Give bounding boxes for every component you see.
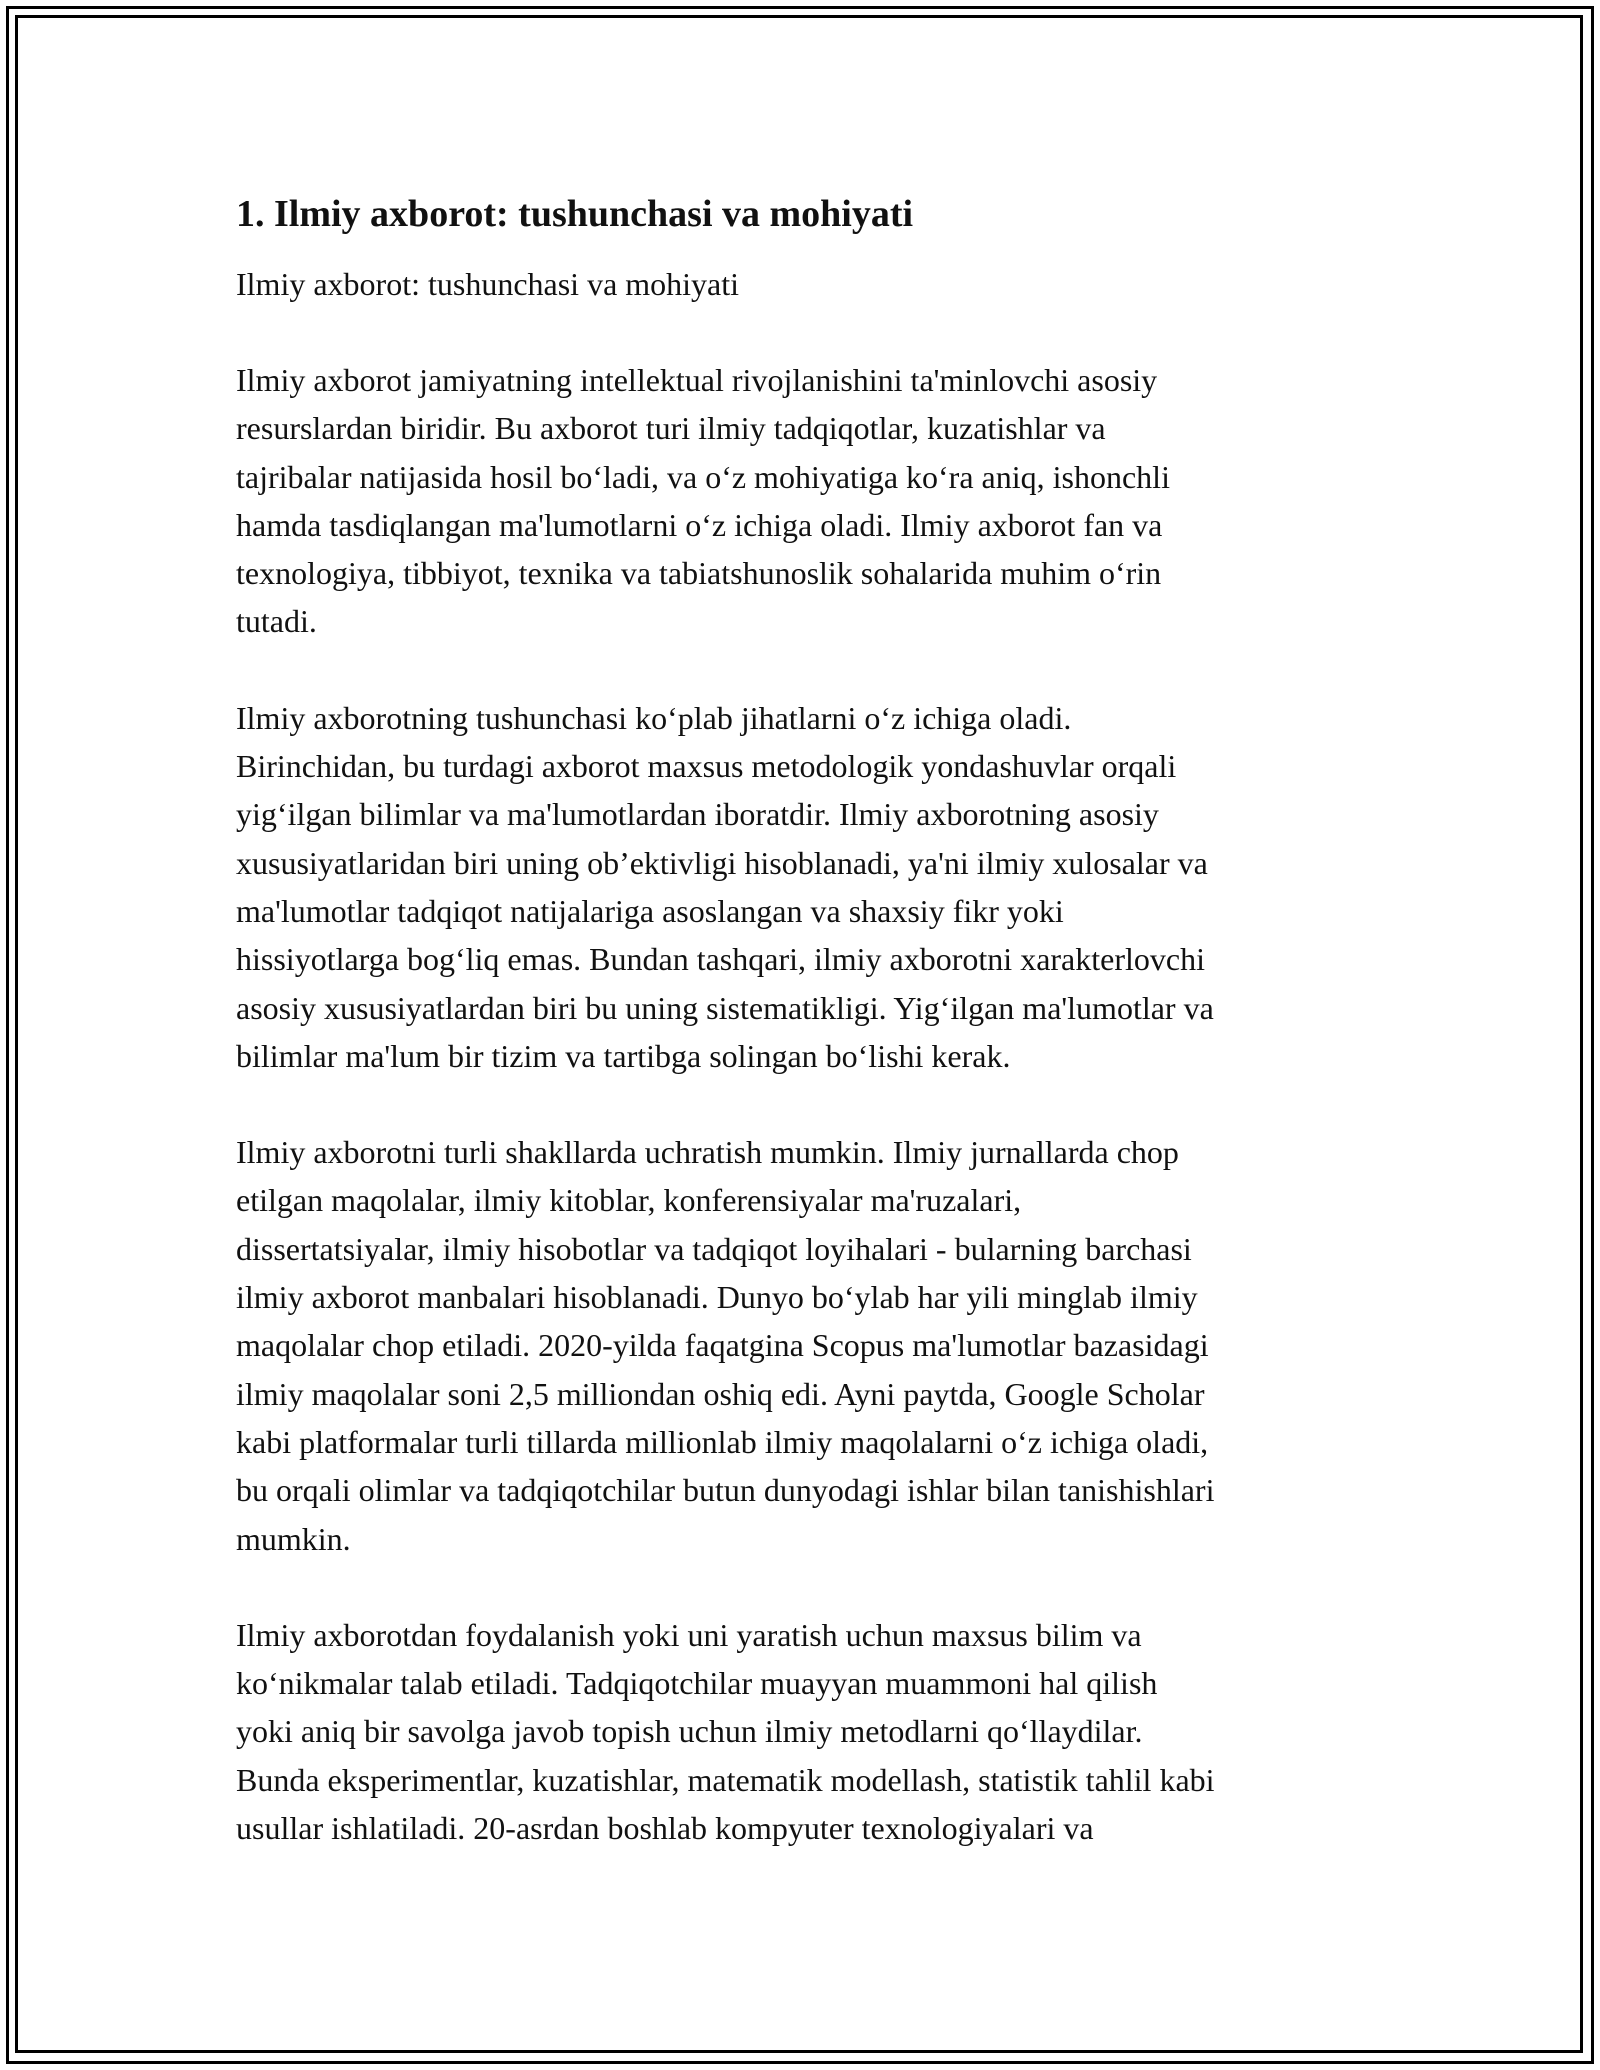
- section-heading: 1. Ilmiy axborot: tushunchasi va mohiyati: [236, 193, 914, 235]
- paragraph-3: [236, 1128, 1376, 1563]
- text-line: kabi platformalar turli tillarda millionlab ilmiy maqolalarni o‘z ichiga oladi,: [236, 1423, 1209, 1460]
- paragraph-2: [236, 694, 1376, 1080]
- text-line: yoki aniq bir savolga javob topish uchun ilmiy metodlarni qo‘llaydilar.: [236, 1713, 1143, 1750]
- text-line: hissiyotlarga bog‘liq emas. Bundan tashqari, ilmiy axborotni xarakterlovchi: [236, 941, 1205, 978]
- text-line: ilmiy maqolalar soni 2,5 milliondan oshiq edi. Ayni paytda, Google Scholar: [236, 1375, 1205, 1412]
- text-line: bilimlar ma'lum bir tizim va tartibga solingan bo‘lishi kerak.: [236, 1037, 1011, 1074]
- text-line: Ilmiy axborotni turli shakllarda uchratish mumkin. Ilmiy jurnallarda chop: [236, 1134, 1179, 1171]
- text-line: xususiyatlaridan biri uning ob’ektivligi hisoblanadi, ya'ni ilmiy xulosalar va: [236, 844, 1208, 881]
- section-subtitle: Ilmiy axborot: tushunchasi va mohiyati: [236, 266, 740, 302]
- text-line: Ilmiy axborot jamiyatning intellektual rivojlanishini ta'minlovchi asosiy: [236, 362, 1158, 398]
- text-line: tajribalar natijasida hosil bo‘ladi, va o‘z mohiyatiga ko‘ra aniq, ishonchli: [236, 458, 1170, 495]
- text-line: mumkin.: [236, 1520, 351, 1557]
- text-line: resurslardan biridir. Bu axborot turi ilmiy tadqiqotlar, kuzatishlar va: [236, 410, 1106, 447]
- text-line: etilgan maqolalar, ilmiy kitoblar, konferensiyalar ma'ruzalari,: [236, 1182, 1022, 1219]
- text-line: ilmiy axborot manbalari hisoblanadi. Dunyo bo‘ylab har yili minglab ilmiy: [236, 1279, 1198, 1316]
- text-line: hamda tasdiqlangan ma'lumotlarni o‘z ichiga oladi. Ilmiy axborot fan va: [236, 506, 1163, 543]
- text-line: Ilmiy axborotning tushunchasi ko‘plab jihatlarni o‘z ichiga oladi.: [236, 699, 1072, 736]
- paragraph-4: [236, 1611, 1376, 1852]
- text-line: yig‘ilgan bilimlar va ma'lumotlardan iboratdir. Ilmiy axborotning asosiy: [236, 796, 1159, 833]
- paragraph-1: [236, 356, 1376, 646]
- text-line: ko‘nikmalar talab etiladi. Tadqiqotchilar muayyan muammoni hal qilish: [236, 1665, 1158, 1702]
- text-line: maqolalar chop etiladi. 2020-yilda faqatgina Scopus ma'lumotlar bazasidagi: [236, 1327, 1209, 1364]
- text-line: usullar ishlatiladi. 20-asrdan boshlab kompyuter texnologiyalari va: [236, 1810, 1094, 1847]
- text-line: Birinchidan, bu turdagi axborot maxsus metodologik yondashuvlar orqali: [236, 748, 1177, 785]
- text-line: texnologiya, tibbiyot, texnika va tabiatshunoslik sohalarida muhim o‘rin: [236, 555, 1162, 592]
- text-line: tutadi.: [236, 603, 317, 640]
- text-line: ma'lumotlar tadqiqot natijalariga asoslangan va shaxsiy fikr yoki: [236, 892, 1064, 929]
- text-line: dissertatsiyalar, ilmiy hisobotlar va tadqiqot loyihalari - bularning barchasi: [236, 1230, 1192, 1267]
- document-body: [236, 188, 1376, 1900]
- text-line: Bunda eksperimentlar, kuzatishlar, matematik modellash, statistik tahlil kabi: [236, 1761, 1215, 1798]
- text-line: asosiy xususiyatlardan biri bu uning sistematikligi. Yig‘ilgan ma'lumotlar va: [236, 989, 1214, 1026]
- text-line: bu orqali olimlar va tadqiqotchilar butun dunyodagi ishlar bilan tanishishlari: [236, 1472, 1215, 1509]
- text-line: Ilmiy axborotdan foydalanish yoki uni yaratish uchun maxsus bilim va: [236, 1616, 1142, 1653]
